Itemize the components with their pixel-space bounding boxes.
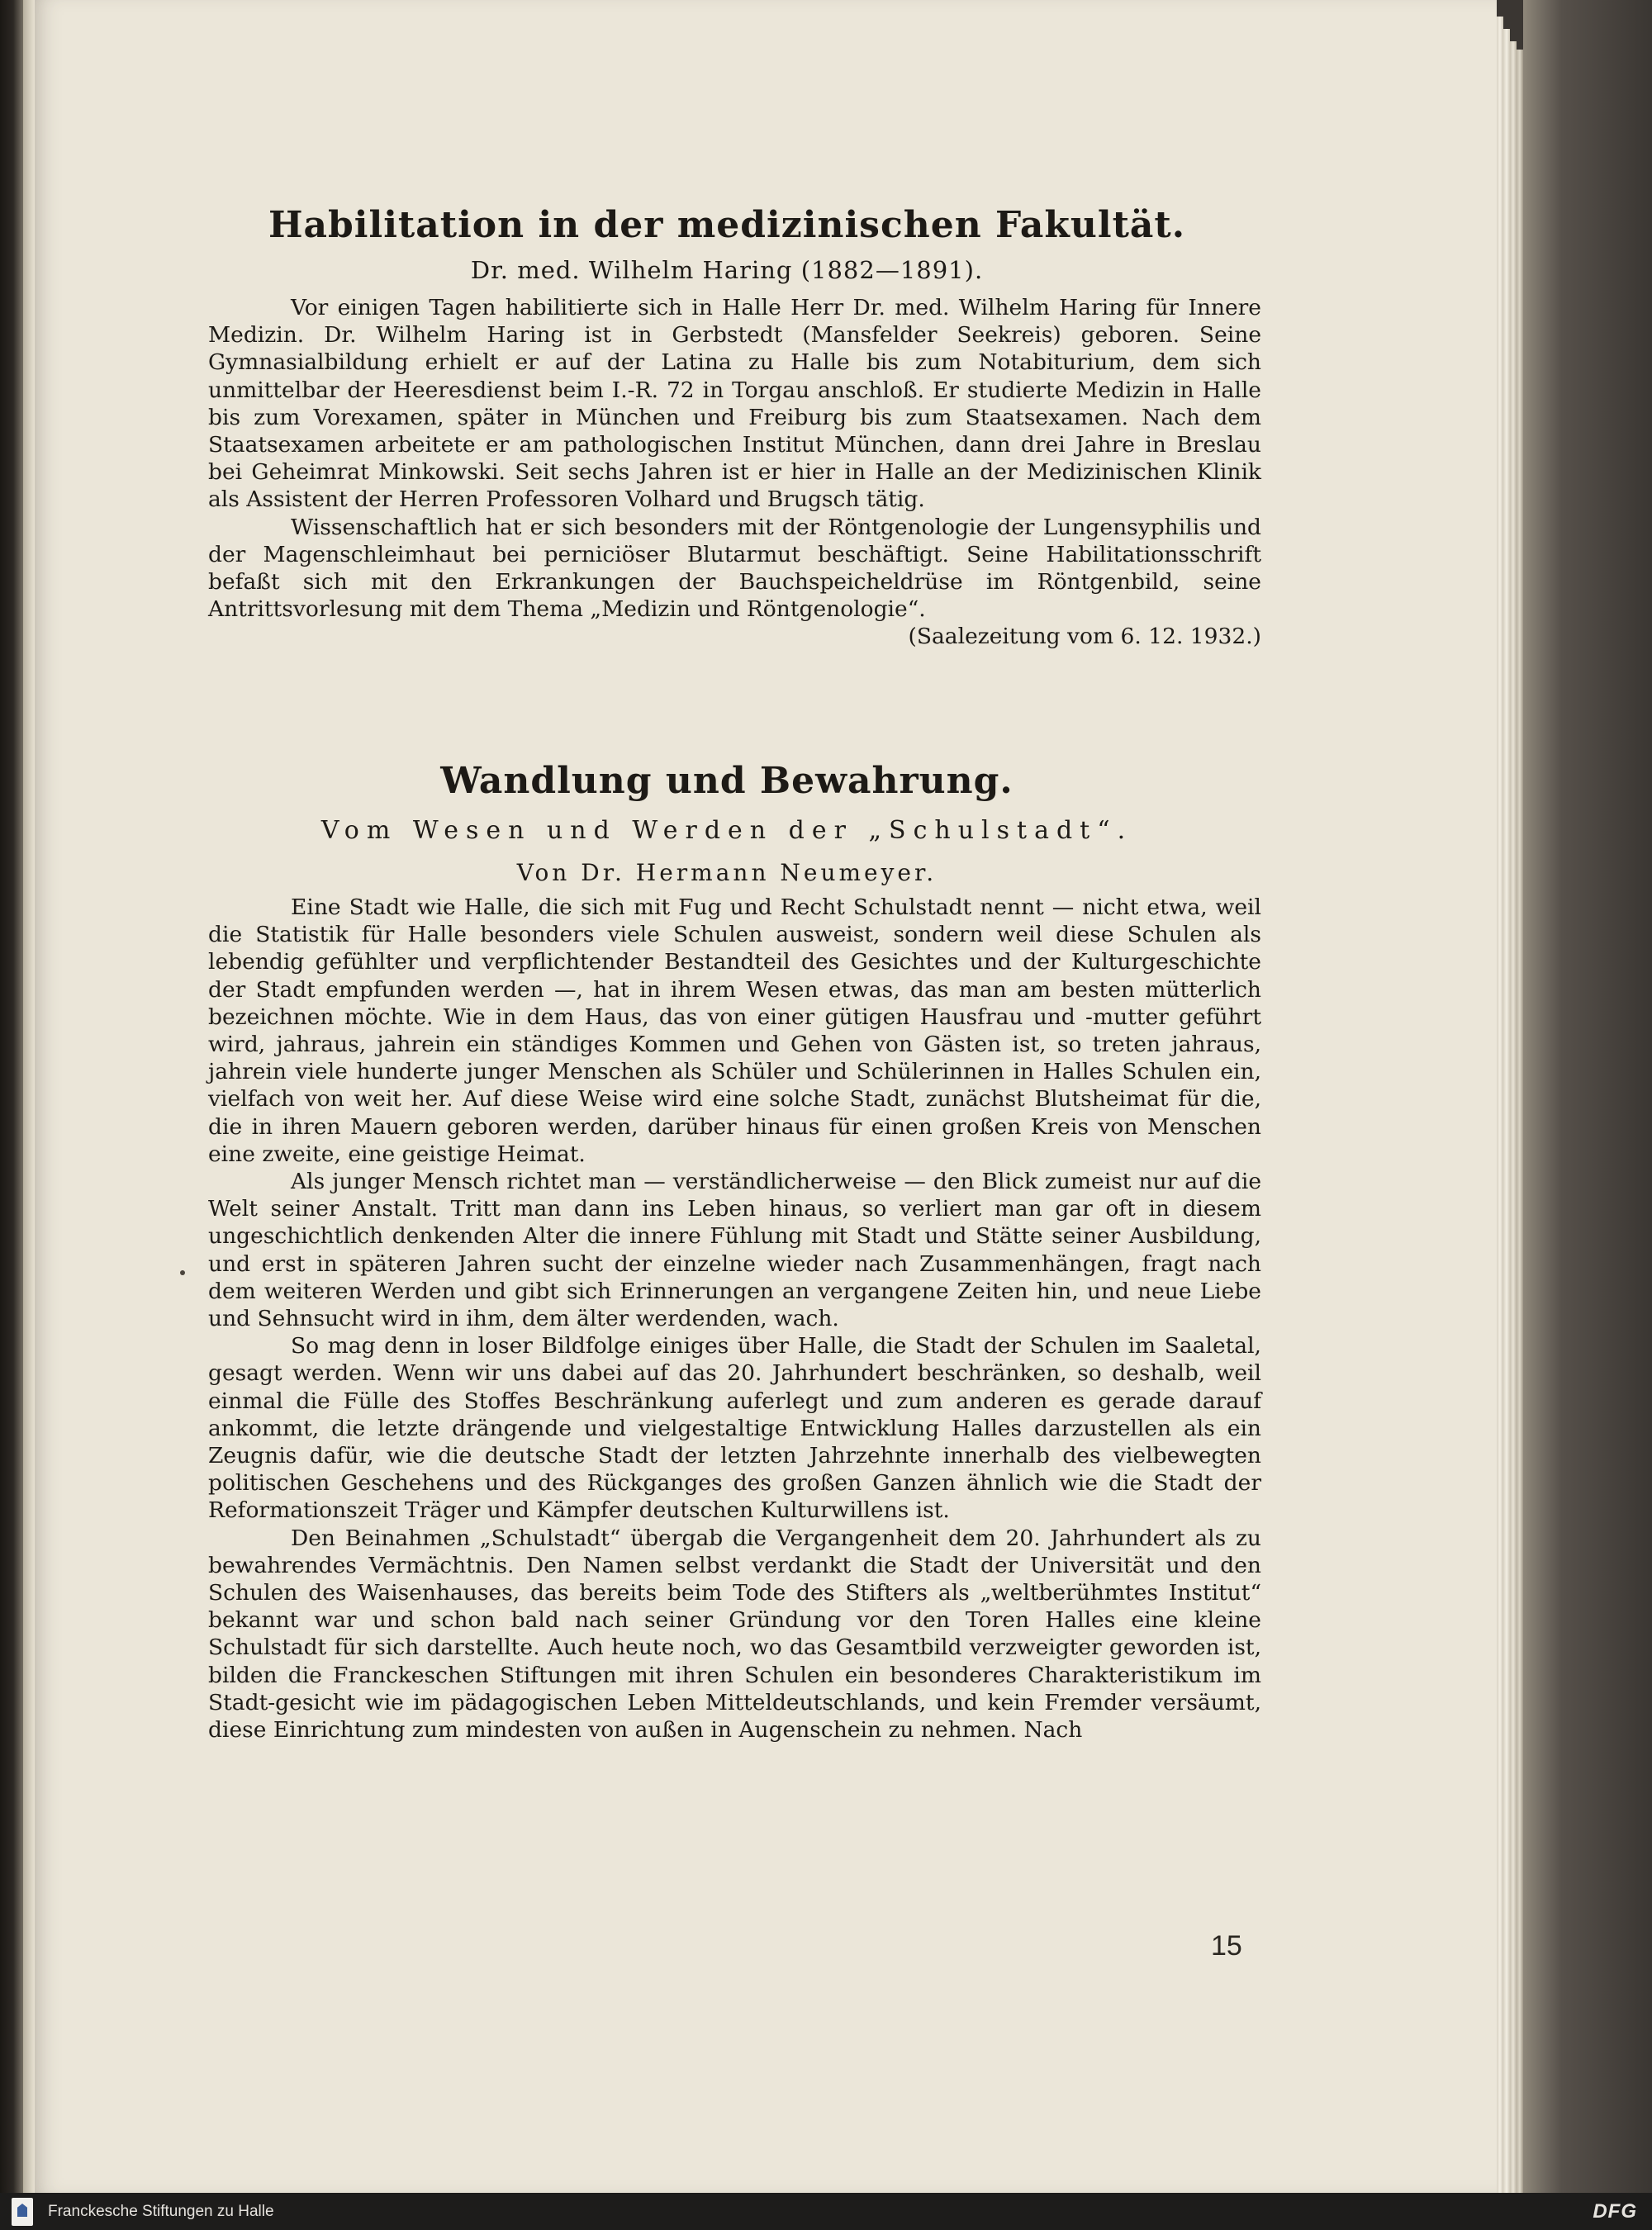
article-2-author: Von Dr. Hermann Neumeyer. (516, 859, 938, 886)
article-1-title: Habilitation in der medizinischen Fakultät. (268, 204, 1186, 246)
ink-speck (180, 1270, 185, 1275)
article-2-body (208, 894, 1261, 1744)
dfg-logo: DFG (1593, 2200, 1637, 2223)
article-1-source: (Saalezeitung vom 6. 12. 1932.) (908, 624, 1261, 650)
article-2-paragraph: Den Beinahmen „Schulstadt“ übergab die Vergangenheit dem 20. Jahrhundert als zu bewahrendes Vermächtnis. Den Namen selbst verdankt die Stadt der Universität und den Schulen des Waisenhauses, das bereits beim Tode des Stifters als „weltberühmtes Institut“ bekannt war und schon bald nach seiner Gründung vor den Toren Halles eine kleine Schulstadt für sich darstellte. Auch heute noch, wo das Gesamtbild verzweigter geworden ist, bilden die Franckeschen Stiftungen mit ihren Schulen ein besonderes Charakteristikum im Stadt-gesicht wie im pädagogischen Leben Mitteldeutschlands, und kein Fremder versäumt, diese Einrichtung zum mindesten von außen in Augenschein zu nehmen. Nach (208, 1525, 1261, 1744)
article-2-subtitle: Vom Wesen und Werden der „Schulstadt“. (320, 816, 1133, 845)
page-edge (1510, 41, 1517, 2193)
page-edge (1497, 17, 1503, 2193)
viewer-footer-bar (0, 2193, 1652, 2230)
scan-background-right (1523, 0, 1652, 2193)
page-number: 15 (1211, 1930, 1242, 1962)
page-edge (1503, 29, 1510, 2193)
article-1-paragraph: Vor einigen Tagen habilitierte sich in Halle Herr Dr. med. Wilhelm Haring für Innere Medizin. Dr. Wilhelm Haring ist in Gerbstedt (Mansfelder Seekreis) geboren. Seine Gymnasialbildung erhielt er auf der Latina zu Halle bis zum Notabiturium, dem sich unmittelbar der Heeresdienst beim I.-R. 72 in Torgau anschloß. Er studierte Medizin in Halle bis zum Vorexamen, später in München und Freiburg bis zum Staatsexamen. Nach dem Staatsexamen arbeitete er am pathologischen Institut München, dann drei Jahre in Breslau bei Geheimrat Minkowski. Seit sechs Jahren ist er hier in Halle an der Medizinischen Klinik als Assistent der Herren Professoren Volhard und Brugsch tätig. (208, 295, 1261, 513)
article-2-paragraph: So mag denn in loser Bildfolge einiges über Halle, die Stadt der Schulen im Saaletal, gesagt werden. Wenn wir uns dabei auf das 20. Jahrhundert beschränken, so deshalb, weil einmal die Fülle des Stoffes Beschränkung auferlegt und zum anderen es gerade darauf ankommt, die letzte drängende und vielgestaltige Entwicklung Halles darzustellen als ein Zeugnis dafür, wie die deutsche Stadt der letzten Jahrzehnte innerhalb des vielbewegten politischen Geschehens und des Rückganges des großen Ganzen ähnlich wie die Stadt der Reformationszeit Träger und Kämpfer deutschen Kulturwillens ist. (208, 1333, 1261, 1524)
book-gutter (23, 0, 35, 2193)
article-2-paragraph: Eine Stadt wie Halle, die sich mit Fug und Recht Schulstadt nennt — nicht etwa, weil die Statistik für Halle besonders viele Schulen ausweist, sondern weil diese Schulen als lebendig gefühlter und verpflichtender Bestandteil des Gesichtes und der Kulturgeschichte der Stadt empfunden werden —, hat in ihrem Wesen etwas, das man am besten mütterlich bezeichnen möchte. Wie in dem Haus, das von einer gütigen Hausfrau und -mutter geführt wird, jahraus, jahrein ein ständiges Kommen und Gehen von Gästen ist, so treten jahraus, jahrein viele hunderte junger Menschen als Schüler und Schülerinnen in Halles Schulen ein, vielfach von weit her. Auf diese Weise wird eine solche Stadt, zunächst Blutsheimat für die, die in ihren Mauern geboren werden, darüber hinaus für einen großen Kreis von Menschen eine zweite, eine geistige Heimat. (208, 894, 1261, 1167)
institution-name: Franckesche Stiftungen zu Halle (48, 2203, 274, 2220)
institution-logo-icon (12, 2198, 33, 2226)
article-2-title: Wandlung und Bewahrung. (440, 760, 1014, 802)
article-1-paragraph: Wissenschaftlich hat er sich besonders mit der Röntgenologie der Lungensyphilis und der Magenschleimhaut bei perniciöser Blutarmut beschäftigt. Seine Habilitationsschrift befaßt sich mit den Erkrankungen der Bauchspeicheldrüse im Röntgenbild, seine Antrittsvorlesung mit dem Thema „Medizin und Röntgenologie“. (208, 514, 1261, 623)
page-edge (1517, 50, 1523, 2193)
article-1-subtitle: Dr. med. Wilhelm Haring (1882—1891). (470, 256, 984, 284)
article-1-body (208, 294, 1261, 651)
article-2-paragraph: Als junger Mensch richtet man — verständlicherweise — den Blick zumeist nur auf die Welt seiner Anstalt. Tritt man dann ins Leben hinaus, so verliert man gar oft in diesem ungeschichtlich denkenden Alter die innere Fühlung mit Stadt und Stätte seiner Ausbildung, und erst in späteren Jahren sucht der einzelne wieder nach Zusammenhängen, fragt nach dem weiteren Werden und gibt sich Erinnerungen an vergangene Zeiten hin, und neue Liebe und Sehnsucht wird in ihm, dem älter werdenden, wach. (208, 1169, 1261, 1332)
